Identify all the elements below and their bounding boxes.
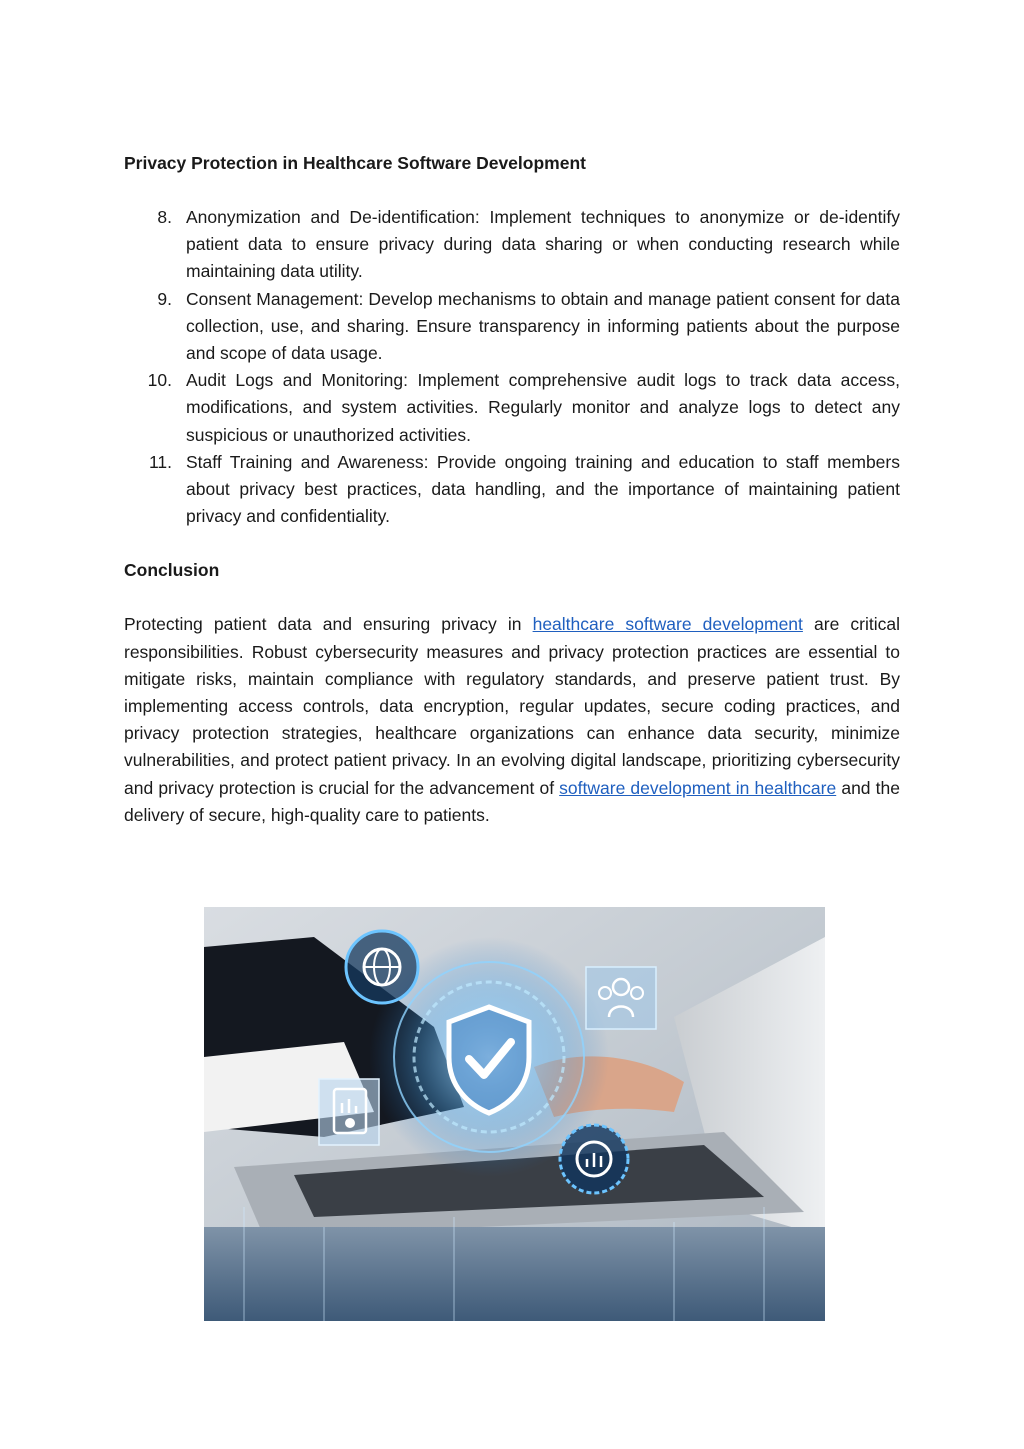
list-item — [124, 449, 900, 531]
list-item-number: 9. — [157, 288, 172, 309]
list-item-text: Consent Management: Develop mechanisms to obtain and manage patient consent for data collection, use, and sharing. Ensure transparency in informing patients about the purpose and scope of data usage. — [186, 288, 900, 364]
list-item-text: Staff Training and Awareness: Provide ongoing training and education to staff members about privacy best practices, data handling, and the importance of maintaining patient privacy and confidentiality. — [186, 451, 900, 527]
document-content — [124, 150, 900, 829]
list-item-text: Anonymization and De-identification: Implement techniques to anonymize or de-identify patient data to ensure privacy during data sharing or when conducting research while maintaining data utility. — [186, 207, 900, 282]
conclusion-text-middle: are critical responsibilities. Robust cybersecurity measures and privacy protection practices are essential to mitigate risks, maintain compliance with regulatory standards, and preserve patient trust. By implementing access controls, data encryption, regular updates, secure coding practices, and privacy protection strategies, healthcare organizations can enhance data security, minimize vulnerabilities, and protect patient privacy. In an evolving digital landscape, prioritizing cybersecurity and privacy protection is crucial for the advancement of — [124, 614, 901, 798]
section-heading: Privacy Protection in Healthcare Software Development — [124, 153, 586, 173]
list-item-text: Audit Logs and Monitoring: Implement comprehensive audit logs to track data access, modifications, and system activities. Regularly monitor and analyze logs to detect any suspicious or unauthorized activities. — [186, 370, 900, 445]
list-item-number: 10. — [147, 370, 172, 391]
conclusion-paragraph — [124, 611, 900, 829]
practices-list — [124, 204, 900, 530]
list-item — [124, 367, 900, 449]
report-chart-icon — [319, 1079, 379, 1145]
conclusion-heading: Conclusion — [124, 560, 220, 581]
list-item-number: 8. — [157, 207, 172, 227]
list-item-number: 11. — [148, 451, 172, 472]
software-development-in-healthcare-link[interactable]: software development in healthcare — [559, 777, 837, 798]
cybersecurity-laptop-image — [204, 907, 825, 1321]
users-icon — [586, 967, 656, 1029]
healthcare-software-development-link[interactable]: healthcare software development — [532, 614, 803, 635]
list-item — [124, 286, 900, 368]
list-item — [124, 204, 900, 286]
gear-chart-icon — [560, 1125, 628, 1193]
globe-icon — [346, 931, 418, 1003]
conclusion-text-start: Protecting patient data and ensuring privacy in — [124, 614, 533, 635]
conclusion-text-end: and the delivery of secure, high-quality care to patients. — [124, 777, 900, 825]
